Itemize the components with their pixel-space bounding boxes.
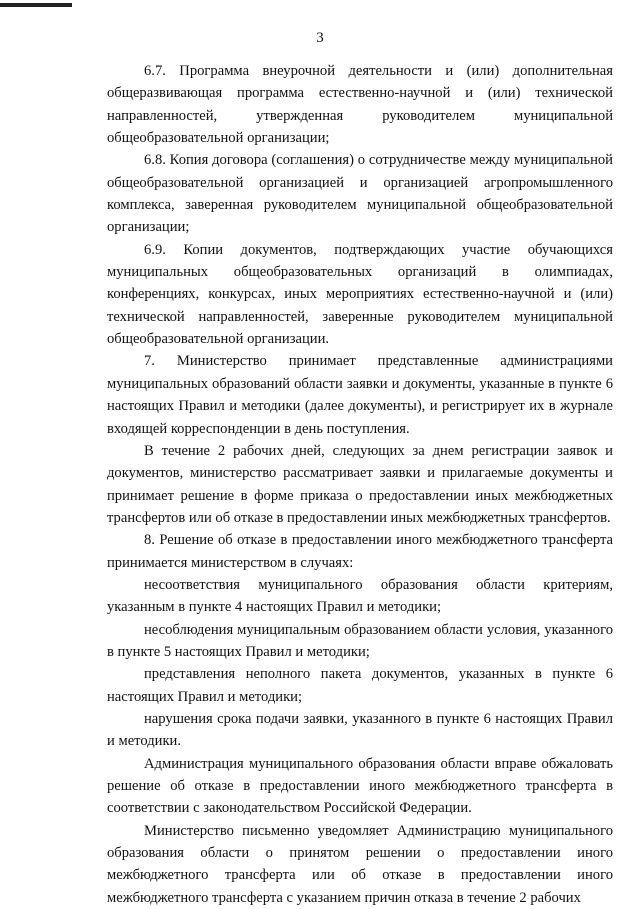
paragraph-6-7: 6.7. Программа внеурочной деятельности и (или) дополнительная общеразвивающая программа естественно-научной и (или) технической направленностей, утвержденная руководителем муниципальной общеобразовательной организации; — [107, 63, 613, 147]
paragraph-6-8: 6.8. Копия договора (соглашения) о сотрудничестве между муниципальной общеобразовательной организацией и организацией агропромышленного комплекса, заверенная руководителем муниципальной общеобразовательной организации; — [107, 152, 613, 236]
paragraph-review-period: В течение 2 рабочих дней, следующих за днем регистрации заявок и документов, министерство рассматривает заявки и прилагаемые документы и принимает решение в форме приказа о предоставлении иных межбюджетных трансфертов или об отказе в предоставлении иных межбюджетных трансфертов. — [107, 442, 613, 526]
refusal-reason-incomplete-documents: представления неполного пакета документов, указанных в пункте 6 настоящих Правил и методики; — [107, 666, 613, 705]
page-number: 3 — [316, 30, 324, 46]
paragraph-7: 7. Министерство принимает представленные администрациями муниципальных образований области заявки и документы, указанные в пункте 6 настоящих Правил и методики (далее документы), и регистрирует их в журнале входящей корреспонденции в день поступления. — [107, 353, 613, 437]
paragraph-appeal: Администрация муниципального образования области вправе обжаловать решение об отказе в предоставлении иного межбюджетного трансферта в соответствии с законодательством Российской Федерации. — [107, 755, 613, 817]
paragraph-notification: Министерство письменно уведомляет Администрацию муниципального образования области о принятом решении о предоставлении иного межбюджетного трансферта или об отказе в предоставлении иного межбюджетного трансферта с указанием причин отказа в течение 2 рабочих — [107, 822, 613, 906]
scan-corner-mark — [0, 3, 72, 7]
document-body — [107, 60, 613, 909]
refusal-reason-criteria: несоответствия муниципального образования области критериям, указанным в пункте 4 настоящих Правил и методики; — [107, 576, 613, 616]
paragraph-8: 8. Решение об отказе в предоставлении иного межбюджетного трансферта принимается министерством в случаях: — [107, 532, 613, 571]
paragraph-6-9: 6.9. Копии документов, подтверждающих участие обучающихся муниципальных общеобразовательных организаций в олимпиадах, конференциях, конкурсах, иных мероприятиях естественно-научной и (или) технической направленностей, заверенные руководителем муниципальной общеобразовательной организации. — [107, 241, 613, 348]
refusal-reason-deadline: нарушения срока подачи заявки, указанного в пункте 6 настоящих Правил и методики. — [107, 710, 613, 750]
refusal-reason-condition: несоблюдения муниципальным образованием области условия, указанного в пункте 5 настоящих Правил и методики; — [107, 621, 613, 660]
